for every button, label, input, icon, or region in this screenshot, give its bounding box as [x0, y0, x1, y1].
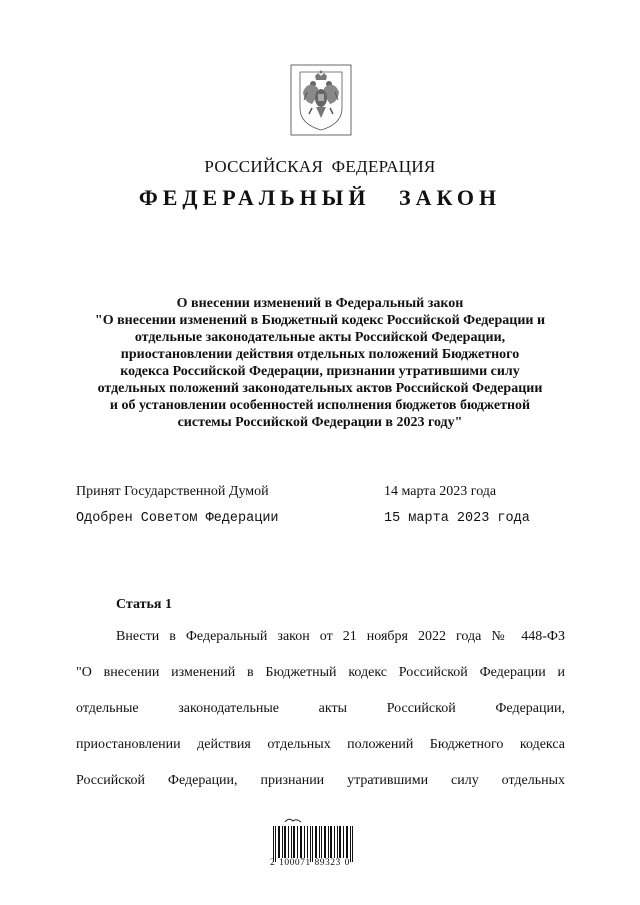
title-line: О внесении изменений в Федеральный закон [176, 296, 464, 311]
title-line: приостановлении действия отдельных положений Бюджетного [120, 347, 520, 362]
title-line: системы Российской Федерации в 2023 году" [177, 415, 463, 430]
barcode [272, 816, 356, 878]
council-label: Одобрен Советом Федерации [76, 511, 279, 526]
adoption-council-row [76, 511, 576, 531]
document-type: ФЕДЕРАЛЬНЫЙ ЗАКОН [138, 185, 502, 210]
duma-date: 14 марта 2023 года [384, 484, 497, 499]
article-text-line: Российской Федерации, признании утратившими силу отдельных [76, 773, 565, 788]
coat-of-arms-emblem [290, 64, 352, 136]
article-text-line: Внести в Федеральный закон от 21 ноября 2022 года № 448-ФЗ [116, 629, 565, 644]
title-line: "О внесении изменений в Бюджетный кодекс Российской Федерации и [94, 313, 546, 328]
title-line: отдельных положений законодательных актов Российской Федерации [97, 381, 543, 396]
council-date: 15 марта 2023 года [384, 511, 530, 526]
duma-label: Принят Государственной Думой [76, 484, 269, 499]
title-line: и об установлении особенностей исполнения бюджетов бюджетной [109, 398, 531, 413]
barcode-bars-icon [272, 826, 356, 862]
article-text-line: приостановлении действия отдельных положений Бюджетного кодекса [76, 737, 565, 752]
barcode-number: 2 100071 89323 0 [270, 858, 350, 868]
article-heading: Статья 1 [116, 597, 172, 612]
article-text-line: отдельные законодательные акты Российской Федерации, [76, 701, 565, 716]
title-line: отдельные законодательные акты Российской Федерации, [134, 330, 506, 345]
article-text-line: "О внесении изменений в Бюджетный кодекс Российской Федерации и [76, 665, 565, 680]
country-name: РОССИЙСКАЯ ФЕДЕРАЦИЯ [204, 157, 436, 176]
law-title [60, 295, 580, 431]
title-line: кодекса Российской Федерации, признании утратившими силу [120, 364, 520, 379]
barcode-logo-icon [284, 816, 302, 824]
adoption-duma-row [76, 484, 576, 504]
